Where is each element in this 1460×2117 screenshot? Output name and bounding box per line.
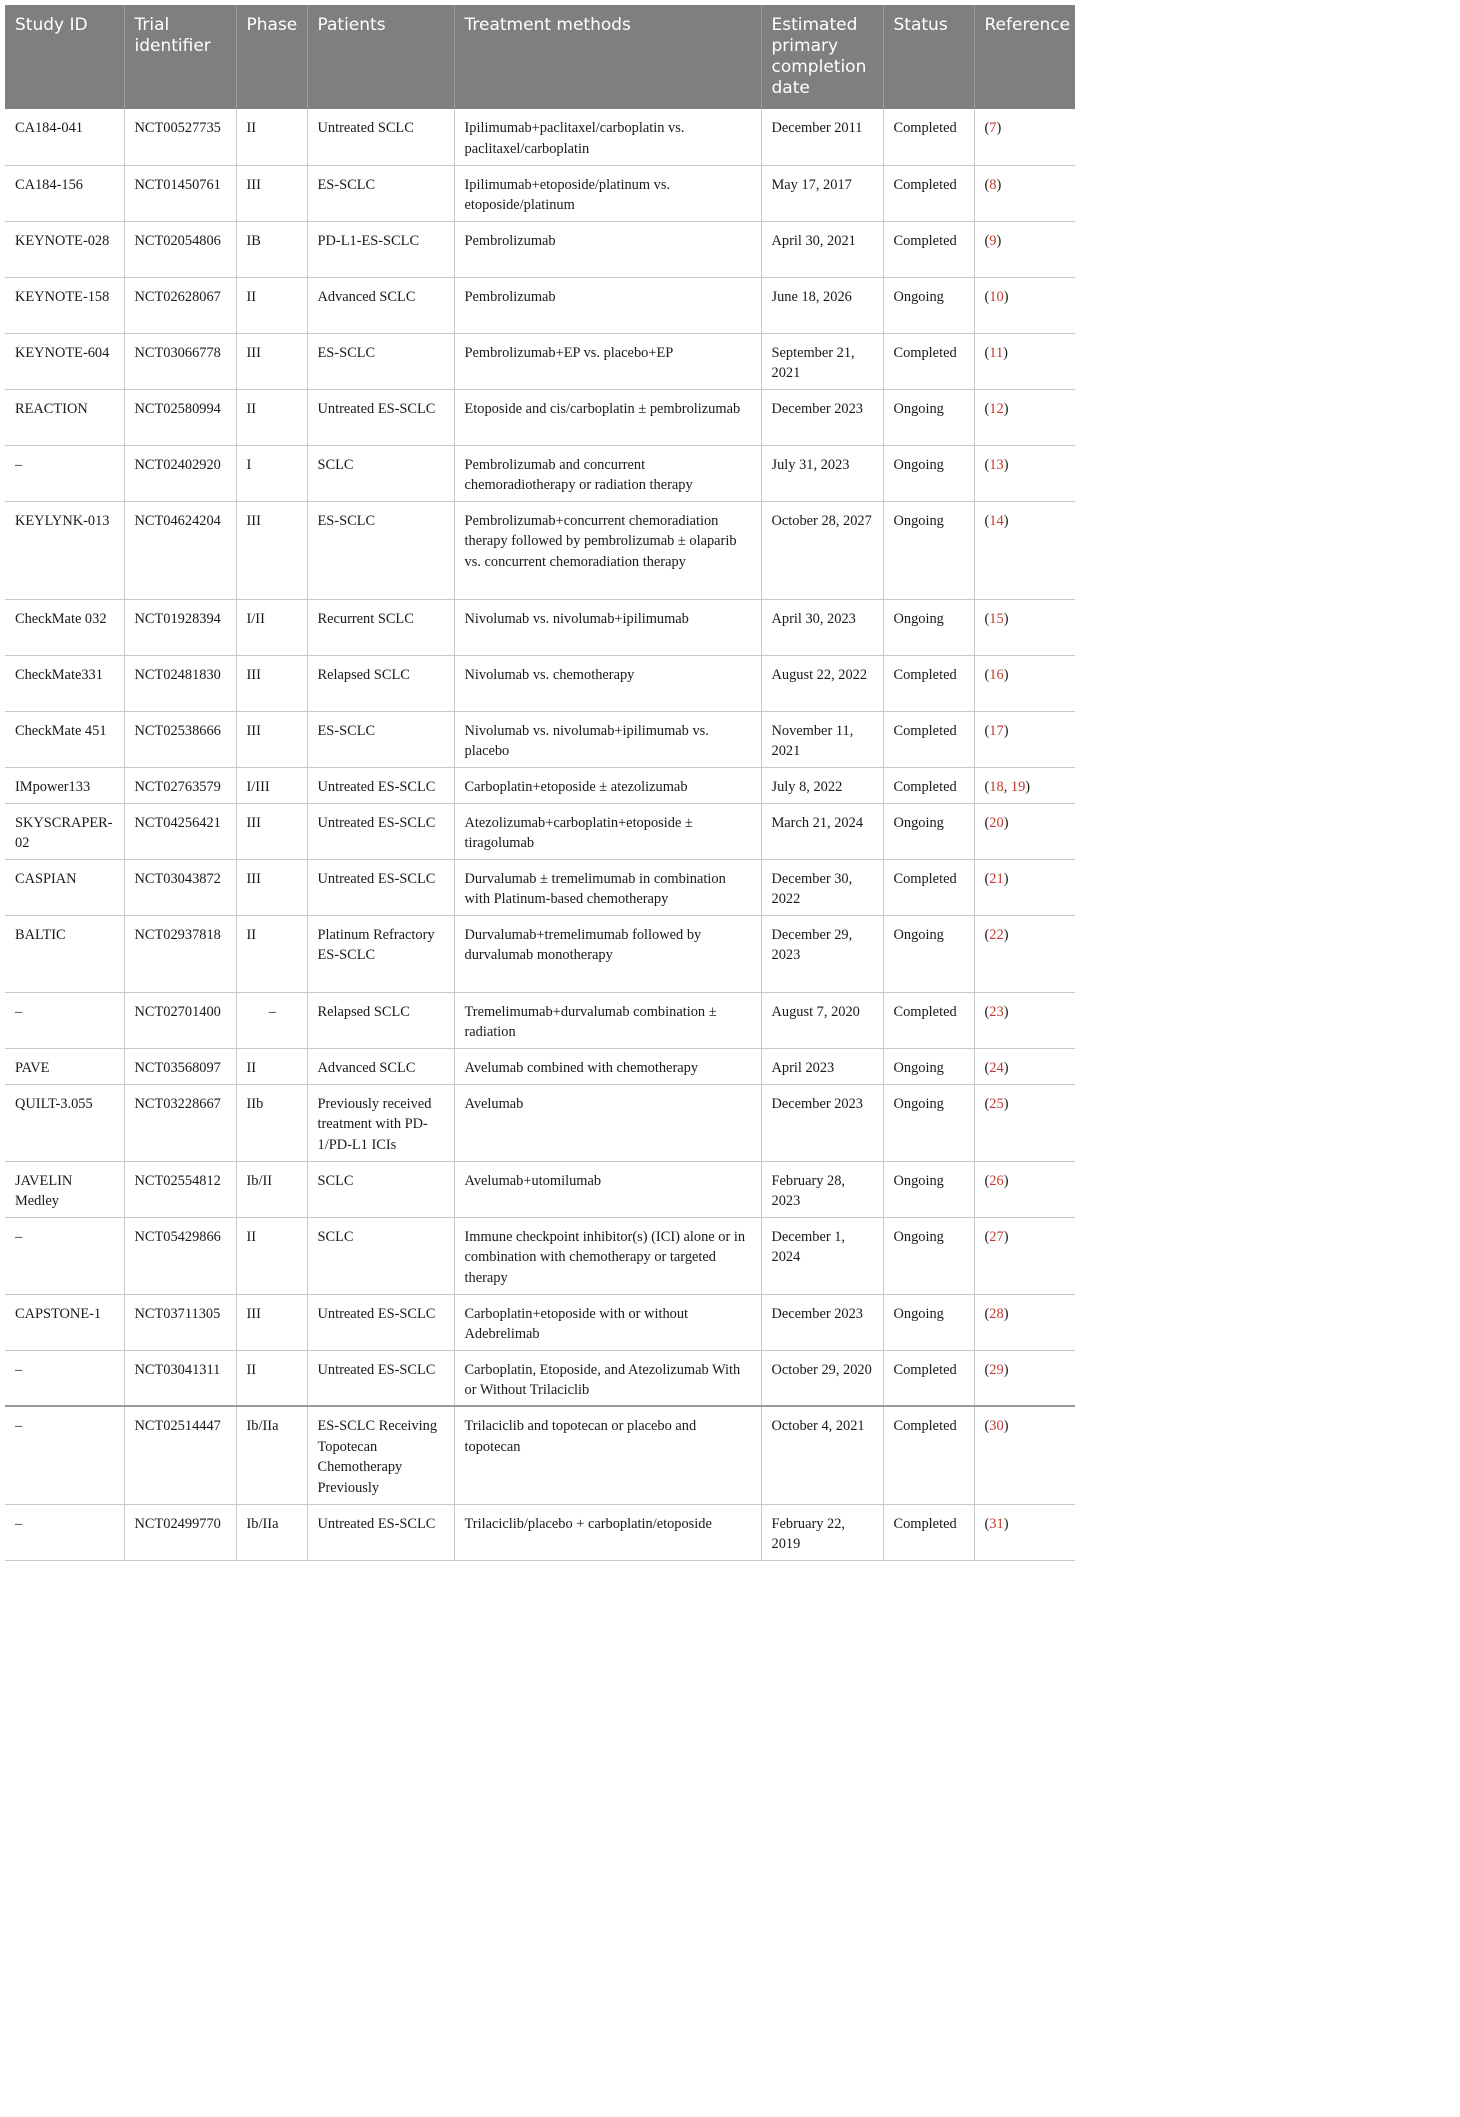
reference-cell: (15)	[974, 599, 1075, 655]
patients-cell: Untreated ES-SCLC	[307, 767, 454, 803]
completion-date-cell: February 22, 2019	[761, 1504, 883, 1560]
reference-link[interactable]: 17	[989, 722, 1004, 739]
status-cell: Completed	[883, 992, 974, 1048]
trials-table	[5, 5, 1075, 1561]
phase-cell: II	[236, 1350, 307, 1406]
reference-link[interactable]: 9	[989, 232, 997, 249]
patients-cell: Relapsed SCLC	[307, 655, 454, 711]
trial-identifier-cell: NCT01928394	[124, 599, 236, 655]
trial-identifier-cell: NCT03568097	[124, 1048, 236, 1084]
trial-identifier-cell: NCT04256421	[124, 803, 236, 859]
status-cell: Completed	[883, 1350, 974, 1406]
reference-link[interactable]: 20	[989, 814, 1004, 831]
patients-cell: Platinum Refractory ES-SCLC	[307, 915, 454, 992]
treatment-cell: Avelumab combined with chemotherapy	[454, 1048, 761, 1084]
header-completion-date: Estimated primary completion date	[761, 5, 883, 109]
header-patients: Patients	[307, 5, 454, 109]
treatment-cell: Ipilimumab+etoposide/platinum vs. etoposide/platinum	[454, 165, 761, 221]
table-row	[5, 1504, 1075, 1560]
treatment-cell: Pembrolizumab and concurrent chemoradiotherapy or radiation therapy	[454, 445, 761, 501]
patients-cell: Untreated ES-SCLC	[307, 859, 454, 915]
phase-cell: II	[236, 1217, 307, 1294]
patients-cell: ES-SCLC Receiving Topotecan Chemotherapy Previously	[307, 1406, 454, 1504]
status-cell: Ongoing	[883, 803, 974, 859]
treatment-cell: Carboplatin+etoposide ± atezolizumab	[454, 767, 761, 803]
phase-cell: III	[236, 803, 307, 859]
reference-cell: (9)	[974, 221, 1075, 277]
table-row	[5, 389, 1075, 445]
study-id-cell: –	[5, 1504, 124, 1560]
treatment-cell: Pembrolizumab	[454, 277, 761, 333]
reference-link[interactable]: 31	[989, 1515, 1004, 1532]
phase-cell: IIb	[236, 1084, 307, 1161]
treatment-cell: Carboplatin+etoposide with or without Adebrelimab	[454, 1294, 761, 1350]
reference-link[interactable]: 26	[989, 1172, 1004, 1189]
patients-cell: Untreated ES-SCLC	[307, 803, 454, 859]
trial-identifier-cell: NCT02580994	[124, 389, 236, 445]
trial-identifier-cell: NCT03066778	[124, 333, 236, 389]
table-row	[5, 915, 1075, 992]
treatment-cell: Ipilimumab+paclitaxel/carboplatin vs. paclitaxel/carboplatin	[454, 109, 761, 165]
reference-cell: (26)	[974, 1161, 1075, 1217]
reference-link[interactable]: 10	[989, 288, 1004, 305]
table-row	[5, 599, 1075, 655]
phase-cell: III	[236, 711, 307, 767]
phase-cell: III	[236, 501, 307, 599]
completion-date-cell: February 28, 2023	[761, 1161, 883, 1217]
completion-date-cell: April 30, 2021	[761, 221, 883, 277]
treatment-cell: Durvalumab ± tremelimumab in combination with Platinum-based chemotherapy	[454, 859, 761, 915]
reference-cell: (13)	[974, 445, 1075, 501]
completion-date-cell: December 2023	[761, 1294, 883, 1350]
completion-date-cell: October 4, 2021	[761, 1406, 883, 1504]
reference-link[interactable]: 12	[989, 400, 1004, 417]
study-id-cell: JAVELIN Medley	[5, 1161, 124, 1217]
table-row	[5, 711, 1075, 767]
table-row	[5, 1048, 1075, 1084]
reference-cell: (22)	[974, 915, 1075, 992]
trial-identifier-cell: NCT03711305	[124, 1294, 236, 1350]
status-cell: Completed	[883, 711, 974, 767]
status-cell: Completed	[883, 767, 974, 803]
status-cell: Completed	[883, 1504, 974, 1560]
table-row	[5, 333, 1075, 389]
trial-identifier-cell: NCT03043872	[124, 859, 236, 915]
treatment-cell: Nivolumab vs. chemotherapy	[454, 655, 761, 711]
phase-cell: III	[236, 655, 307, 711]
completion-date-cell: August 22, 2022	[761, 655, 883, 711]
completion-date-cell: August 7, 2020	[761, 992, 883, 1048]
reference-link[interactable]: 22	[989, 926, 1004, 943]
reference-cell: (17)	[974, 711, 1075, 767]
status-cell: Completed	[883, 221, 974, 277]
phase-cell: Ib/IIa	[236, 1406, 307, 1504]
patients-cell: Untreated SCLC	[307, 109, 454, 165]
completion-date-cell: December 2011	[761, 109, 883, 165]
patients-cell: ES-SCLC	[307, 711, 454, 767]
completion-date-cell: December 1, 2024	[761, 1217, 883, 1294]
status-cell: Ongoing	[883, 1161, 974, 1217]
phase-cell: I/II	[236, 599, 307, 655]
phase-cell: II	[236, 915, 307, 992]
trial-identifier-cell: NCT02937818	[124, 915, 236, 992]
phase-cell: IB	[236, 221, 307, 277]
table-row	[5, 1406, 1075, 1504]
patients-cell: SCLC	[307, 445, 454, 501]
phase-cell: –	[236, 992, 307, 1048]
completion-date-cell: July 8, 2022	[761, 767, 883, 803]
study-id-cell: CheckMate 451	[5, 711, 124, 767]
study-id-cell: QUILT-3.055	[5, 1084, 124, 1161]
reference-cell: (23)	[974, 992, 1075, 1048]
phase-cell: II	[236, 109, 307, 165]
study-id-cell: –	[5, 1406, 124, 1504]
reference-cell: (7)	[974, 109, 1075, 165]
table-row	[5, 859, 1075, 915]
table-row	[5, 109, 1075, 165]
completion-date-cell: May 17, 2017	[761, 165, 883, 221]
status-cell: Completed	[883, 165, 974, 221]
status-cell: Completed	[883, 333, 974, 389]
table-row	[5, 1294, 1075, 1350]
study-id-cell: –	[5, 1217, 124, 1294]
reference-link[interactable]: 14	[989, 512, 1004, 529]
study-id-cell: BALTIC	[5, 915, 124, 992]
phase-cell: III	[236, 333, 307, 389]
completion-date-cell: November 11, 2021	[761, 711, 883, 767]
study-id-cell: KEYNOTE-028	[5, 221, 124, 277]
treatment-cell: Nivolumab vs. nivolumab+ipilimumab vs. placebo	[454, 711, 761, 767]
completion-date-cell: April 2023	[761, 1048, 883, 1084]
treatment-cell: Durvalumab+tremelimumab followed by durvalumab monotherapy	[454, 915, 761, 992]
study-id-cell: SKYSCRAPER-02	[5, 803, 124, 859]
table-row	[5, 1084, 1075, 1161]
patients-cell: Previously received treatment with PD-1/PD-L1 ICIs	[307, 1084, 454, 1161]
study-id-cell: –	[5, 445, 124, 501]
reference-cell: (25)	[974, 1084, 1075, 1161]
patients-cell: Advanced SCLC	[307, 1048, 454, 1084]
treatment-cell: Etoposide and cis/carboplatin ± pembrolizumab	[454, 389, 761, 445]
phase-cell: II	[236, 277, 307, 333]
completion-date-cell: April 30, 2023	[761, 599, 883, 655]
phase-cell: III	[236, 1294, 307, 1350]
reference-link[interactable]: 7	[989, 120, 997, 136]
treatment-cell: Carboplatin, Etoposide, and Atezolizumab With or Without Trilaciclib	[454, 1350, 761, 1406]
completion-date-cell: December 29, 2023	[761, 915, 883, 992]
study-id-cell: CheckMate 032	[5, 599, 124, 655]
header-trial-identifier: Trial identifier	[124, 5, 236, 109]
study-id-cell: KEYNOTE-158	[5, 277, 124, 333]
trial-identifier-cell: NCT02554812	[124, 1161, 236, 1217]
table-row	[5, 1161, 1075, 1217]
trial-identifier-cell: NCT02481830	[124, 655, 236, 711]
study-id-cell: KEYLYNK-013	[5, 501, 124, 599]
reference-link[interactable]: 23	[989, 1003, 1004, 1020]
completion-date-cell: July 31, 2023	[761, 445, 883, 501]
status-cell: Ongoing	[883, 915, 974, 992]
trial-identifier-cell: NCT01450761	[124, 165, 236, 221]
phase-cell: Ib/II	[236, 1161, 307, 1217]
status-cell: Ongoing	[883, 501, 974, 599]
reference-link[interactable]: 27	[989, 1228, 1004, 1245]
table-row	[5, 445, 1075, 501]
reference-cell: (27)	[974, 1217, 1075, 1294]
reference-cell: (21)	[974, 859, 1075, 915]
reference-cell: (11)	[974, 333, 1075, 389]
study-id-cell: CASPIAN	[5, 859, 124, 915]
study-id-cell: CheckMate331	[5, 655, 124, 711]
patients-cell: ES-SCLC	[307, 165, 454, 221]
table-row	[5, 992, 1075, 1048]
reference-link[interactable]: 13	[989, 456, 1004, 473]
table-row	[5, 803, 1075, 859]
table-row	[5, 165, 1075, 221]
trial-identifier-cell: NCT04624204	[124, 501, 236, 599]
treatment-cell: Avelumab+utomilumab	[454, 1161, 761, 1217]
completion-date-cell: October 29, 2020	[761, 1350, 883, 1406]
treatment-cell: Tremelimumab+durvalumab combination ± radiation	[454, 992, 761, 1048]
study-id-cell: REACTION	[5, 389, 124, 445]
trial-identifier-cell: NCT03228667	[124, 1084, 236, 1161]
reference-link[interactable]: 24	[989, 1059, 1004, 1076]
study-id-cell: IMpower133	[5, 767, 124, 803]
reference-link[interactable]: 30	[989, 1418, 1004, 1434]
treatment-cell: Pembrolizumab+concurrent chemoradiation therapy followed by pembrolizumab ± olaparib vs. concurrent chemoradiation therapy	[454, 501, 761, 599]
phase-cell: I	[236, 445, 307, 501]
completion-date-cell: December 2023	[761, 389, 883, 445]
study-id-cell: –	[5, 992, 124, 1048]
trial-identifier-cell: NCT02514447	[124, 1406, 236, 1504]
patients-cell: Untreated ES-SCLC	[307, 389, 454, 445]
study-id-cell: PAVE	[5, 1048, 124, 1084]
study-id-cell: –	[5, 1350, 124, 1406]
reference-link[interactable]: 21	[989, 870, 1004, 887]
header-row	[5, 5, 1075, 109]
treatment-cell: Immune checkpoint inhibitor(s) (ICI) alone or in combination with chemotherapy or targeted therapy	[454, 1217, 761, 1294]
trial-identifier-cell: NCT02499770	[124, 1504, 236, 1560]
header-study-id: Study ID	[5, 5, 124, 109]
patients-cell: Relapsed SCLC	[307, 992, 454, 1048]
patients-cell: Untreated ES-SCLC	[307, 1294, 454, 1350]
reference-link[interactable]: 18	[989, 778, 1004, 795]
patients-cell: Untreated ES-SCLC	[307, 1350, 454, 1406]
status-cell: Completed	[883, 109, 974, 165]
header-treatment-methods: Treatment methods	[454, 5, 761, 109]
treatment-cell: Pembrolizumab+EP vs. placebo+EP	[454, 333, 761, 389]
status-cell: Ongoing	[883, 277, 974, 333]
completion-date-cell: December 30, 2022	[761, 859, 883, 915]
reference-cell: (14)	[974, 501, 1075, 599]
header-phase: Phase	[236, 5, 307, 109]
trial-identifier-cell: NCT02402920	[124, 445, 236, 501]
phase-cell: Ib/IIa	[236, 1504, 307, 1560]
reference-cell: (18, 19)	[974, 767, 1075, 803]
reference-link[interactable]: 11	[989, 344, 1004, 361]
reference-link[interactable]: 16	[989, 666, 1004, 683]
status-cell: Ongoing	[883, 1294, 974, 1350]
table-row	[5, 501, 1075, 599]
table-row	[5, 767, 1075, 803]
treatment-cell: Trilaciclib and topotecan or placebo and topotecan	[454, 1406, 761, 1504]
reference-cell: (12)	[974, 389, 1075, 445]
trial-identifier-cell: NCT00527735	[124, 109, 236, 165]
header-status: Status	[883, 5, 974, 109]
completion-date-cell: December 2023	[761, 1084, 883, 1161]
treatment-cell: Atezolizumab+carboplatin+etoposide ± tiragolumab	[454, 803, 761, 859]
reference-cell: (10)	[974, 277, 1075, 333]
reference-cell: (24)	[974, 1048, 1075, 1084]
treatment-cell: Pembrolizumab	[454, 221, 761, 277]
trial-identifier-cell: NCT03041311	[124, 1350, 236, 1406]
study-id-cell: KEYNOTE-604	[5, 333, 124, 389]
study-id-cell: CA184-041	[5, 109, 124, 165]
completion-date-cell: September 21, 2021	[761, 333, 883, 389]
phase-cell: I/III	[236, 767, 307, 803]
table-row	[5, 1350, 1075, 1406]
reference-cell: (20)	[974, 803, 1075, 859]
completion-date-cell: June 18, 2026	[761, 277, 883, 333]
reference-cell: (30)	[974, 1406, 1075, 1504]
reference-link[interactable]: 25	[989, 1095, 1004, 1112]
reference-link[interactable]: 15	[989, 610, 1004, 627]
reference-cell: (8)	[974, 165, 1075, 221]
completion-date-cell: March 21, 2024	[761, 803, 883, 859]
status-cell: Ongoing	[883, 599, 974, 655]
reference-link[interactable]: 29	[989, 1361, 1004, 1378]
reference-link[interactable]: 8	[989, 176, 997, 193]
table-row	[5, 1217, 1075, 1294]
status-cell: Completed	[883, 655, 974, 711]
status-cell: Ongoing	[883, 1217, 974, 1294]
phase-cell: III	[236, 165, 307, 221]
treatment-cell: Avelumab	[454, 1084, 761, 1161]
patients-cell: SCLC	[307, 1161, 454, 1217]
trial-identifier-cell: NCT05429866	[124, 1217, 236, 1294]
patients-cell: SCLC	[307, 1217, 454, 1294]
status-cell: Ongoing	[883, 1048, 974, 1084]
patients-cell: Untreated ES-SCLC	[307, 1504, 454, 1560]
reference-link[interactable]: 28	[989, 1305, 1004, 1322]
trial-identifier-cell: NCT02628067	[124, 277, 236, 333]
status-cell: Ongoing	[883, 389, 974, 445]
trial-identifier-cell: NCT02054806	[124, 221, 236, 277]
treatment-cell: Trilaciclib/placebo + carboplatin/etoposide	[454, 1504, 761, 1560]
trial-identifier-cell: NCT02701400	[124, 992, 236, 1048]
table-row	[5, 221, 1075, 277]
reference-cell: (31)	[974, 1504, 1075, 1560]
patients-cell: PD-L1-ES-SCLC	[307, 221, 454, 277]
study-id-cell: CAPSTONE-1	[5, 1294, 124, 1350]
completion-date-cell: October 28, 2027	[761, 501, 883, 599]
treatment-cell: Nivolumab vs. nivolumab+ipilimumab	[454, 599, 761, 655]
header-reference: Reference	[974, 5, 1075, 109]
patients-cell: ES-SCLC	[307, 501, 454, 599]
study-id-cell: CA184-156	[5, 165, 124, 221]
trial-identifier-cell: NCT02538666	[124, 711, 236, 767]
trial-identifier-cell: NCT02763579	[124, 767, 236, 803]
phase-cell: II	[236, 389, 307, 445]
status-cell: Ongoing	[883, 445, 974, 501]
table-row	[5, 277, 1075, 333]
reference-cell: (16)	[974, 655, 1075, 711]
patients-cell: Advanced SCLC	[307, 277, 454, 333]
phase-cell: III	[236, 859, 307, 915]
table-row	[5, 655, 1075, 711]
status-cell: Completed	[883, 859, 974, 915]
status-cell: Completed	[883, 1406, 974, 1504]
status-cell: Ongoing	[883, 1084, 974, 1161]
reference-link[interactable]: 19	[1010, 778, 1026, 795]
phase-cell: II	[236, 1048, 307, 1084]
patients-cell: Recurrent SCLC	[307, 599, 454, 655]
reference-cell: (29)	[974, 1350, 1075, 1406]
reference-cell: (28)	[974, 1294, 1075, 1350]
patients-cell: ES-SCLC	[307, 333, 454, 389]
